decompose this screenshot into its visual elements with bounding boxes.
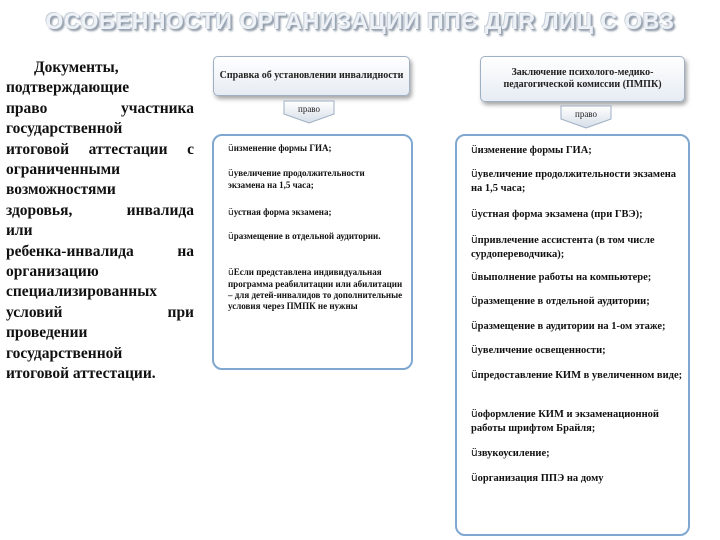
description-line: государственной (6, 120, 123, 138)
description-line: условий при (6, 303, 194, 321)
description-line: итоговой аттестации. (6, 365, 156, 383)
check-icon: ü (471, 234, 478, 246)
check-icon: ü (471, 320, 478, 332)
check-icon: ü (471, 168, 478, 180)
description-line: подтверждающие (6, 79, 130, 97)
right-arrow-1 (283, 100, 335, 124)
description-line: возможностями (6, 181, 116, 199)
check-icon: ü (471, 447, 478, 459)
disability-certificate-header-text: Справка об установлении инвалидности (219, 69, 404, 81)
disability-rights-panel (212, 134, 413, 370)
list-item: üувеличение освещенности; (471, 344, 606, 356)
pmpk-rights-panel (455, 134, 690, 536)
right-label: право (298, 104, 320, 114)
list-item: üвыполнение работы на компьютере; (471, 271, 652, 283)
list-item: üЕсли представлена индивидуальная программа реабилитации или абилитации – для детей-инвалидов то дополнительные условия через ПМПК не нужны (228, 267, 403, 311)
description-line: или (6, 222, 33, 240)
list-item: üорганизация ППЭ на дому (471, 472, 604, 484)
check-icon: ü (471, 295, 478, 307)
pmpk-conclusion-header (480, 56, 685, 102)
check-icon: ü (471, 344, 478, 356)
check-icon: ü (228, 208, 234, 218)
check-icon: ü (471, 144, 478, 156)
description-line: проведении (6, 324, 88, 342)
list-item: üзвукоусиление; (471, 447, 550, 459)
check-icon: ü (471, 472, 478, 484)
description-line: право участника (6, 99, 194, 117)
right-label: право (575, 109, 597, 119)
list-item: üразмещение в отдельной аудитории; (471, 295, 650, 307)
list-item: üустная форма экзамена (при ГВЭ); (471, 208, 643, 220)
description-line: итоговой аттестации с (6, 140, 194, 158)
list-item: üустная форма экзамена; (228, 207, 332, 218)
list-item: üизменение формы ГИА; (228, 143, 332, 154)
check-icon: ü (471, 271, 478, 283)
page-title: ОСОБЕННОСТИ ОРГАНИЗАЦИИ ППЄ ДЛR ЛИЦ С ОВЗ (45, 8, 675, 34)
check-icon: ü (228, 169, 234, 179)
description-line: специализированных (6, 283, 158, 301)
description-line: Документы, (34, 59, 119, 76)
check-icon: ü (228, 268, 234, 278)
pmpk-conclusion-header-text: Заключение психолого-медико-педагогической комиссии (ПМПК) (503, 66, 662, 90)
disability-certificate-header (213, 56, 410, 96)
description-line: государственной (6, 344, 123, 362)
check-icon: ü (471, 208, 478, 220)
list-item: üизменение формы ГИА; (471, 144, 592, 156)
list-item: üоформление КИМ и экзаменационной работы шрифтом Брайля; (471, 408, 659, 434)
description-line: организацию (6, 263, 99, 281)
list-item: üразмещение в отдельной аудитории. (228, 231, 381, 242)
list-item: üпредоставление КИМ в увеличенном виде; (471, 369, 683, 381)
description-line: здоровья, инвалида (6, 201, 194, 219)
list-item: üувеличение продолжительности экзамена на 1,5 часа; (471, 168, 677, 194)
check-icon: ü (471, 369, 478, 381)
documents-description (6, 58, 194, 385)
list-item: üувеличение продолжительности экзамена на 1,5 часа; (228, 168, 365, 190)
list-item: üпривлечение ассистента (в том числе сурдопереводчика); (471, 234, 655, 260)
list-item: üразмещение в аудитории на 1-ом этаже; (471, 320, 666, 332)
check-icon: ü (228, 232, 234, 242)
right-arrow-2 (560, 105, 612, 129)
description-line: ограниченными (6, 161, 121, 179)
check-icon: ü (228, 144, 234, 154)
description-line: ребенка-инвалида на (6, 242, 194, 260)
check-icon: ü (471, 408, 478, 420)
